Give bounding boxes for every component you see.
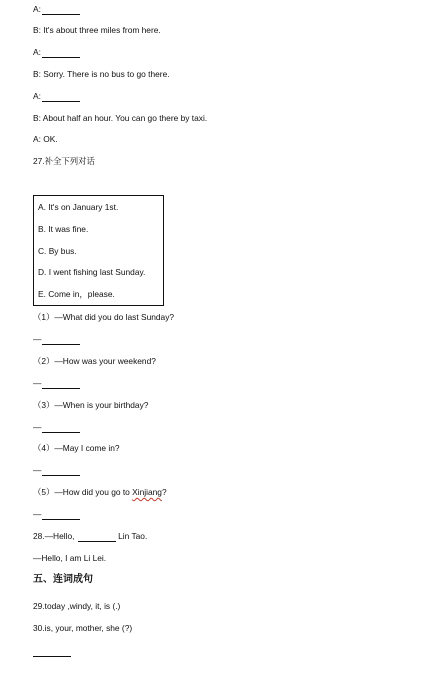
answer-line-3: — bbox=[33, 422, 80, 433]
section-5-title: 五、连词成句 bbox=[33, 574, 93, 585]
question-27-4: （4）—May I come in? bbox=[33, 443, 120, 453]
dialogue-line-b3: B: About half an hour. You can go there by taxi. bbox=[33, 113, 208, 123]
dialogue-line-a4: A: OK. bbox=[33, 134, 58, 144]
question-27-2: （2）—How was your weekend? bbox=[33, 356, 156, 366]
spellcheck-word: Xinjiang bbox=[132, 487, 162, 497]
speaker-a-label: A: bbox=[33, 91, 41, 101]
dialogue-line-a2 bbox=[33, 47, 80, 58]
answer-blank[interactable] bbox=[42, 6, 80, 15]
answer-line-30 bbox=[33, 646, 71, 657]
answer-blank[interactable] bbox=[33, 648, 71, 657]
question-27-1: （1）—What did you do last Sunday? bbox=[33, 312, 175, 322]
answer-blank[interactable] bbox=[42, 424, 80, 433]
question-30: 30.is, your, mother, she (?) bbox=[33, 623, 133, 633]
option-e: E. Come in，please. bbox=[38, 289, 115, 299]
question-27-title: 27.补全下列对话 bbox=[33, 156, 95, 166]
answer-blank[interactable] bbox=[78, 533, 116, 542]
dialogue-line-b2: B: Sorry. There is no bus to go there. bbox=[33, 69, 170, 79]
answer-blank[interactable] bbox=[42, 49, 80, 58]
question-27-5: （5）—How did you go to Xinjiang? bbox=[33, 487, 167, 497]
answer-blank[interactable] bbox=[42, 93, 80, 102]
option-b: B. It was fine. bbox=[38, 224, 89, 234]
answer-line-1: — bbox=[33, 334, 80, 345]
answer-blank[interactable] bbox=[42, 511, 80, 520]
answer-blank[interactable] bbox=[42, 467, 80, 476]
dialogue-line-a3 bbox=[33, 91, 80, 102]
question-28-line2: —Hello, I am Li Lei. bbox=[33, 553, 107, 563]
answer-line-2: — bbox=[33, 378, 80, 389]
dialogue-line-b1: B: It's about three miles from here. bbox=[33, 25, 161, 35]
speaker-a-label: A: bbox=[33, 47, 41, 57]
dialogue-line-a1 bbox=[33, 4, 80, 15]
option-d: D. I went fishing last Sunday. bbox=[38, 267, 146, 277]
answer-line-5: — bbox=[33, 509, 80, 520]
option-a: A. It's on January 1st. bbox=[38, 202, 119, 212]
answer-line-4: — bbox=[33, 465, 80, 476]
answer-blank[interactable] bbox=[42, 380, 80, 389]
question-28-line1: 28.—Hello, Lin Tao. bbox=[33, 531, 148, 541]
question-27-3: （3）—When is your birthday? bbox=[33, 400, 149, 410]
options-box bbox=[33, 195, 164, 306]
question-29: 29.today ,windy, it, is (.) bbox=[33, 601, 121, 611]
answer-blank[interactable] bbox=[42, 336, 80, 345]
speaker-a-label: A: bbox=[33, 4, 41, 14]
option-c: C. By bus. bbox=[38, 246, 77, 256]
